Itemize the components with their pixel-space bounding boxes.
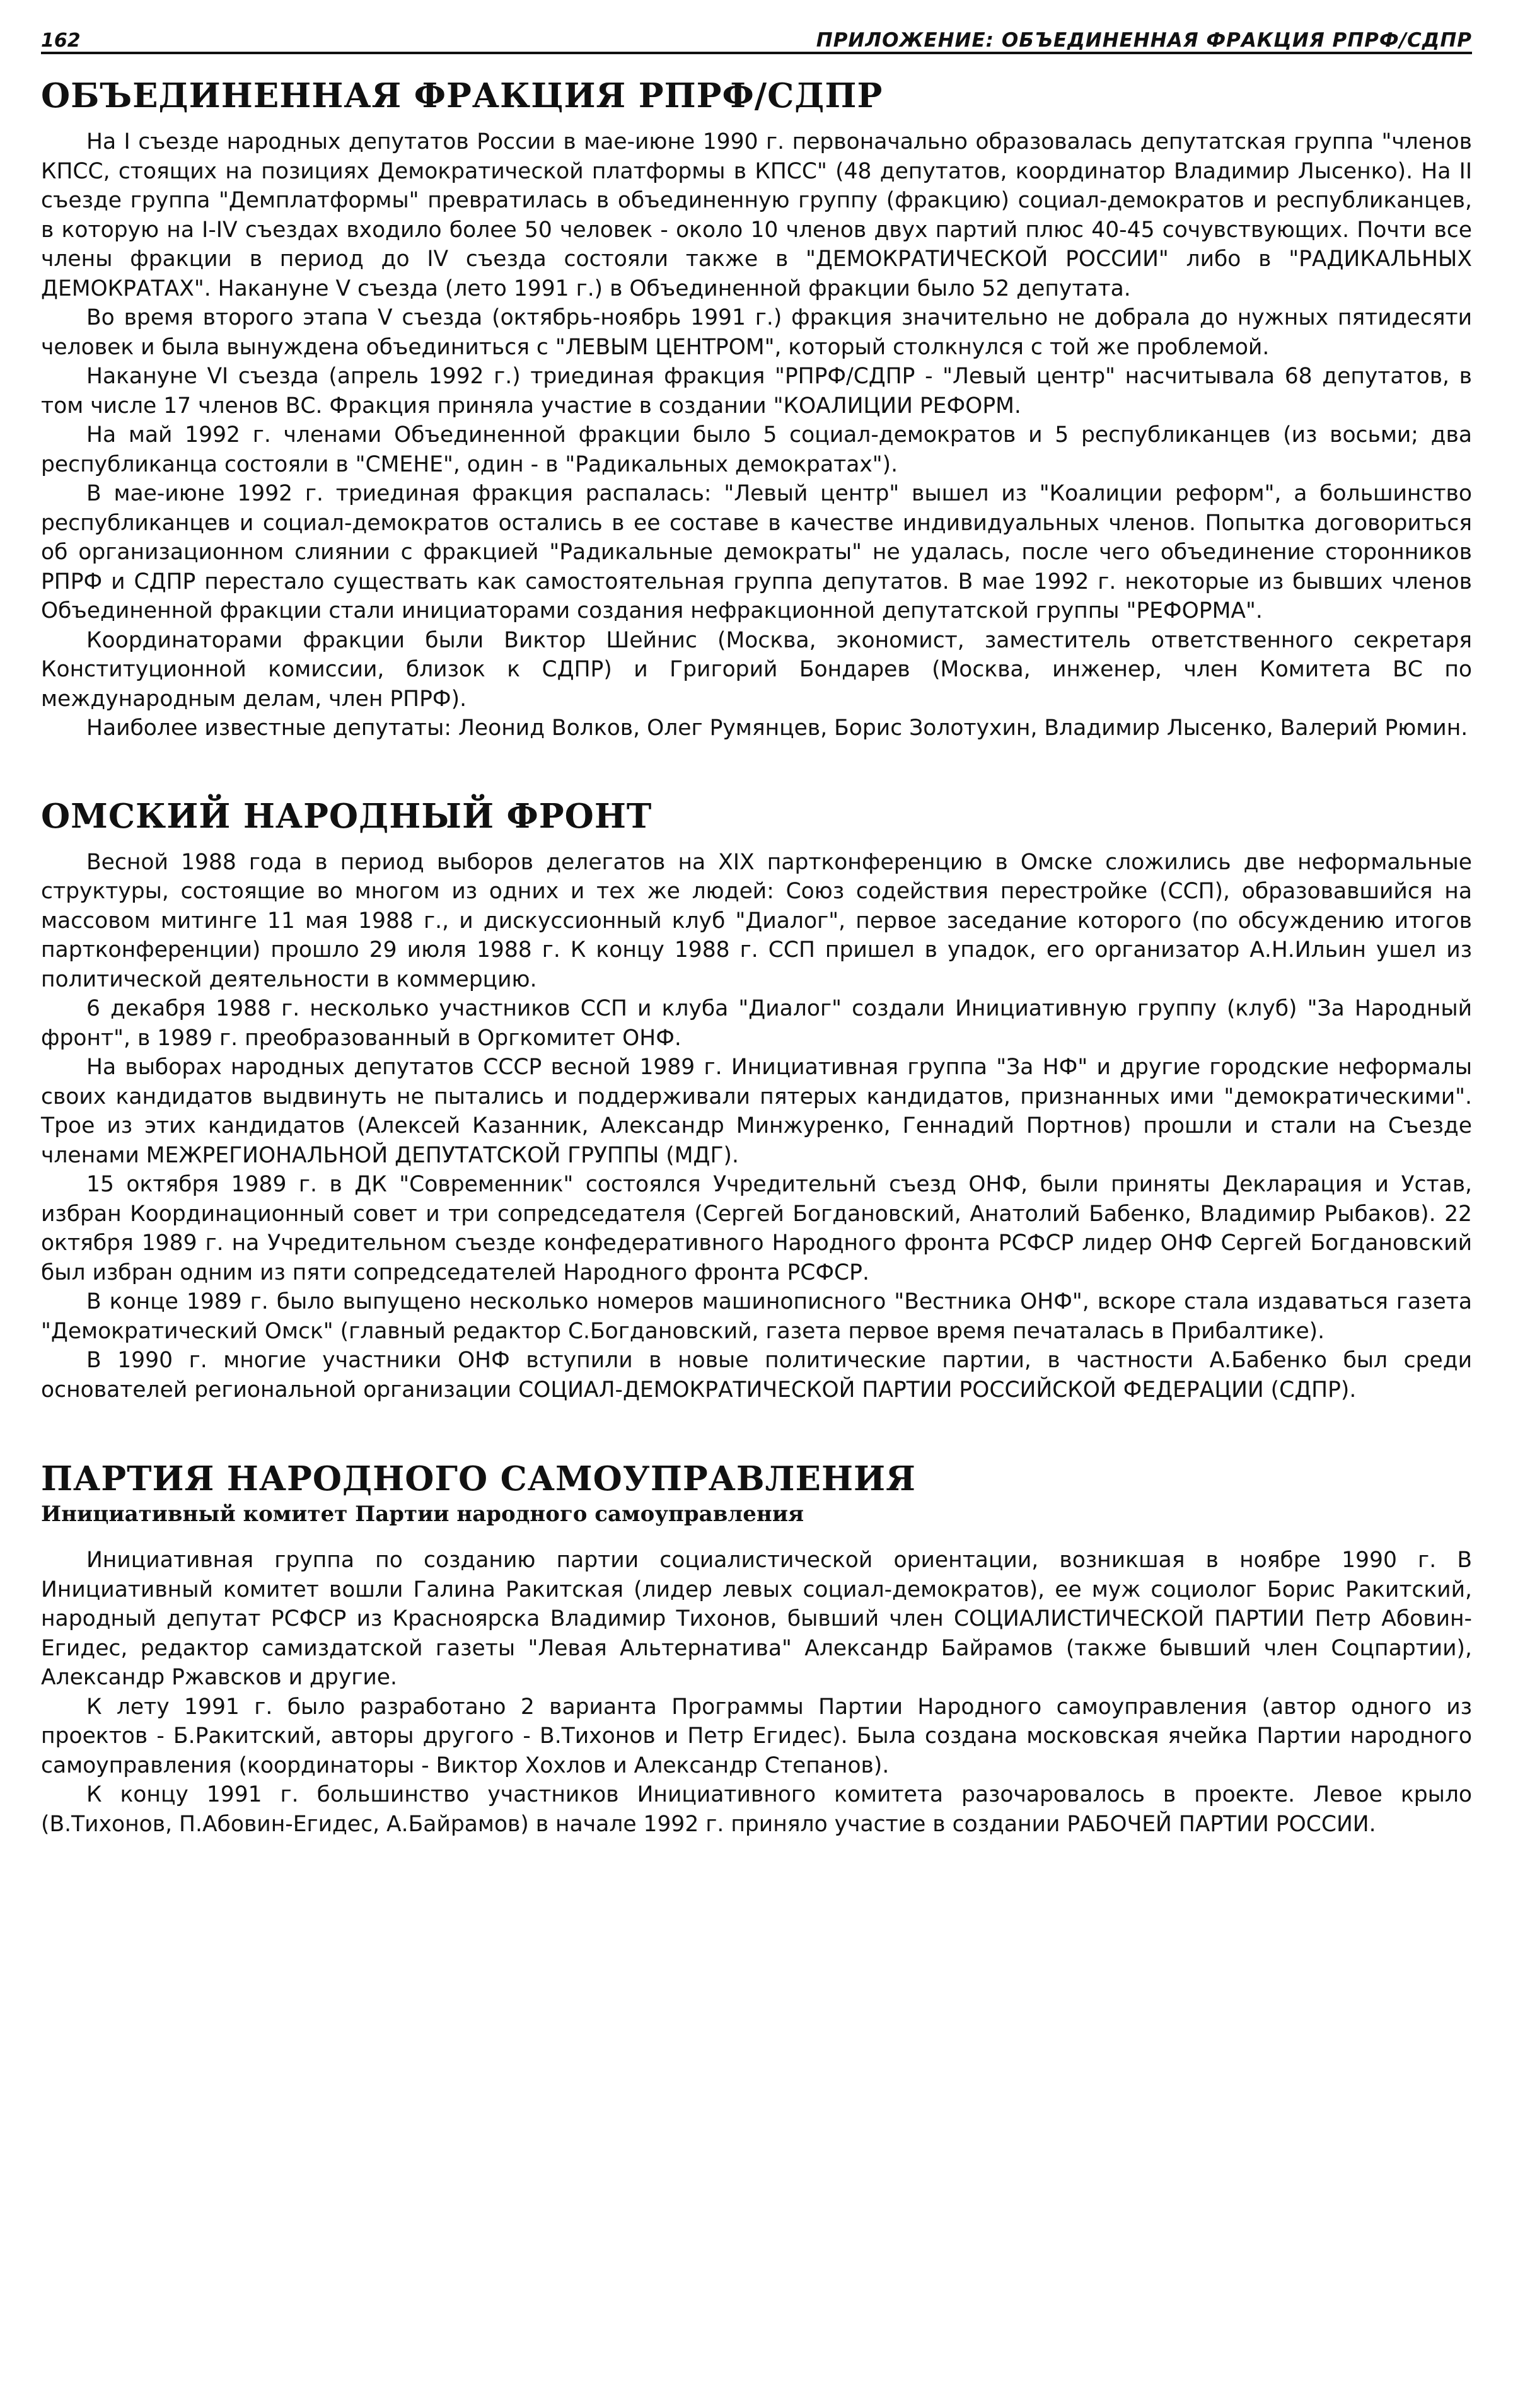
section-united-faction bbox=[41, 76, 1472, 743]
paragraph: Накануне VI съезда (апрель 1992 г.) триединая фракция "РПРФ/СДПР - "Левый центр" насчитывала 68 депутатов, в том числе 17 членов ВС. Фракция приняла участие в создании "КОАЛИЦИИ РЕФОРМ. bbox=[41, 364, 1472, 419]
paragraph: В 1990 г. многие участники ОНФ вступили в новые политические партии, в частности А.Бабенко был среди основателей региональной организации СОЦИАЛ-ДЕМОКРАТИЧЕСКОЙ ПАРТИИ РОССИЙСКОЙ ФЕДЕРАЦИИ (СДПР). bbox=[41, 1348, 1472, 1403]
page-number: 162 bbox=[41, 30, 81, 52]
paragraph: В мае-июне 1992 г. триединая фракция распалась: "Левый центр" вышел из "Коалиции реформ", а большинство республиканцев и социал-демократов остались в ее составе в качестве индивидуальных членов. Попытка договориться об организационном слиянии с фракцией "Радикальные демократы" не удалась, после чего объединение сторонников РПРФ и СДПР перестало существать как самостоятельная группа депутатов. В мае 1992 г. некоторые из бывших членов Объединенной фракции стали инициаторами создания нефракционной депутатской группы "РЕФОРМА". bbox=[41, 481, 1472, 623]
paragraph: На I съезде народных депутатов России в мае-июне 1990 г. первоначально образовалась депутатская группа "членов КПСС, стоящих на позициях Демократической платформы в КПСС" (48 депутатов, координатор Владимир Лысенко). На II съезде группа "Демплатформы" превратилась в объединенную группу (фракцию) социал-демократов и республиканцев, в которую на I-IV съездах входило более 50 человек - около 10 членов двух партий плюс 40-45 сочувствующих. Почти все члены фракции в период до IV съезда состояли также в "ДЕМОКРАТИЧЕСКОЙ РОССИИ" либо в "РАДИКАЛЬНЫХ ДЕМОКРАТАХ". Накануне V съезда (лето 1991 г.) в Объединенной фракции было 52 депутата. bbox=[41, 129, 1472, 301]
paragraph: Во время второго этапа V съезда (октябрь-ноябрь 1991 г.) фракция значительно не добрала до нужных пятидесяти человек и была вынуждена объединиться с "ЛЕВЫМ ЦЕНТРОМ", который столкнулся с той же проблемой. bbox=[41, 305, 1472, 360]
paragraph: Координаторами фракции были Виктор Шейнис (Москва, экономист, заместитель ответственного секретаря Конституционной комиссии, близок к СДПР) и Григорий Бондарев (Москва, инженер, член Комитета ВС по международным делам, член РПРФ). bbox=[41, 627, 1472, 712]
page bbox=[41, 15, 1472, 1839]
paragraph: К лету 1991 г. было разработано 2 варианта Программы Партии Народного самоуправления (автор одного из проектов - Б.Ракитский, авторы другого - В.Тихонов и Петр Егидес). Была создана московская ячейка Партии народного самоуправления (координаторы - Виктор Хохлов и Александр Степанов). bbox=[41, 1694, 1472, 1778]
paragraph: К концу 1991 г. большинство участников Инициативного комитета разочаровалось в проекте. Левое крыло (В.Тихонов, П.Абовин-Егидес, А.Байрамов) в начале 1992 г. приняло участие в создании РАБОЧЕЙ ПАРТИИ РОССИИ. bbox=[41, 1782, 1472, 1837]
paragraph: 6 декабря 1988 г. несколько участников ССП и клуба "Диалог" создали Инициативную группу (клуб) "За Народный фронт", в 1989 г. преобразованный в Оргкомитет ОНФ. bbox=[41, 996, 1472, 1051]
paragraph: Весной 1988 года в период выборов делегатов на XIX партконференцию в Омске сложились две неформальные структуры, состоящие во многом из одних и тех же людей: Союз содействия перестройке (ССП), образовавшийся на массовом митинге 11 мая 1988 г., и дискуссионный клуб "Диалог", первое заседание которого (по обсуждению итогов партконференции) прошло 29 июля 1988 г. К концу 1988 г. ССП пришел в упадок, его организатор А.Н.Ильин ушел из политической деятельности в коммерцию. bbox=[41, 849, 1472, 992]
running-title: ПРИЛОЖЕНИЕ: ОБЪЕДИНЕННАЯ ФРАКЦИЯ РПРФ/СДПР bbox=[816, 29, 1472, 52]
section-title: ОБЪЕДИНЕННАЯ ФРАКЦИЯ РПРФ/СДПР bbox=[41, 76, 883, 115]
section-subtitle: Инициативный комитет Партии народного самоуправления bbox=[41, 1502, 804, 1527]
paragraph: Инициативная группа по созданию партии социалистической ориентации, возникшая в ноябре 1990 г. В Инициативный комитет вошли Галина Ракитская (лидер левых социал-демократов), ее муж социолог Борис Ракитский, народный депутат РСФСР из Красноярска Владимир Тихонов, бывший член СОЦИАЛИСТИЧЕСКОЙ ПАРТИИ Петр Абовин-Егидес, редактор самиздатской газеты "Левая Альтернатива" Александр Байрамов (также бывший член Соцпартии), Александр Ржавсков и другие. bbox=[41, 1548, 1472, 1690]
section-omsk-front bbox=[41, 796, 1472, 1405]
section-title: ОМСКИЙ НАРОДНЫЙ ФРОНТ bbox=[41, 796, 652, 836]
paragraph: Наиболее известные депутаты: Леонид Волков, Олег Румянцев, Борис Золотухин, Владимир Лысенко, Валерий Рюмин. bbox=[86, 715, 1468, 741]
paragraph: В конце 1989 г. было выпущено несколько номеров машинописного "Вестника ОНФ", вскоре стала издаваться газета "Демократический Омск" (главный редактор С.Богдановский, газета первое время печаталась в Прибалтике). bbox=[41, 1289, 1472, 1344]
paragraph: На выборах народных депутатов СССР весной 1989 г. Инициативная группа "За НФ" и другие городские неформалы своих кандидатов выдвинуть не пытались и поддерживали пятерых кандидатов, признанных ими "демократическими". Трое из этих кандидатов (Алексей Казанник, Александр Минжуренко, Геннадий Портнов) прошли и стали на Съезде членами МЕЖРЕГИОНАЛЬНОЙ ДЕПУТАТСКОЙ ГРУППЫ (МДГ). bbox=[41, 1055, 1472, 1168]
section-title: ПАРТИЯ НАРОДНОГО САМОУПРАВЛЕНИЯ bbox=[41, 1459, 916, 1498]
paragraph: 15 октября 1989 г. в ДК "Современник" состоялся Учредительнй съезд ОНФ, были приняты Декларация и Устав, избран Координационный совет и три сопредседателя (Сергей Богдановский, Анатолий Бабенко, Владимир Рыбаков). 22 октября 1989 г. на Учредительном съезде конфедеративного Народного фронта РСФСР лидер ОНФ Сергей Богдановский был избран одним из пяти сопредседателей Народного фронта РСФСР. bbox=[41, 1172, 1472, 1285]
paragraph: На май 1992 г. членами Объединенной фракции было 5 социал-демократов и 5 республиканцев (из восьми; два республиканца состояли в "СМЕНЕ", один - в "Радикальных демократах"). bbox=[41, 422, 1472, 477]
section-self-government-party bbox=[41, 1459, 1472, 1839]
running-header bbox=[41, 15, 1472, 54]
